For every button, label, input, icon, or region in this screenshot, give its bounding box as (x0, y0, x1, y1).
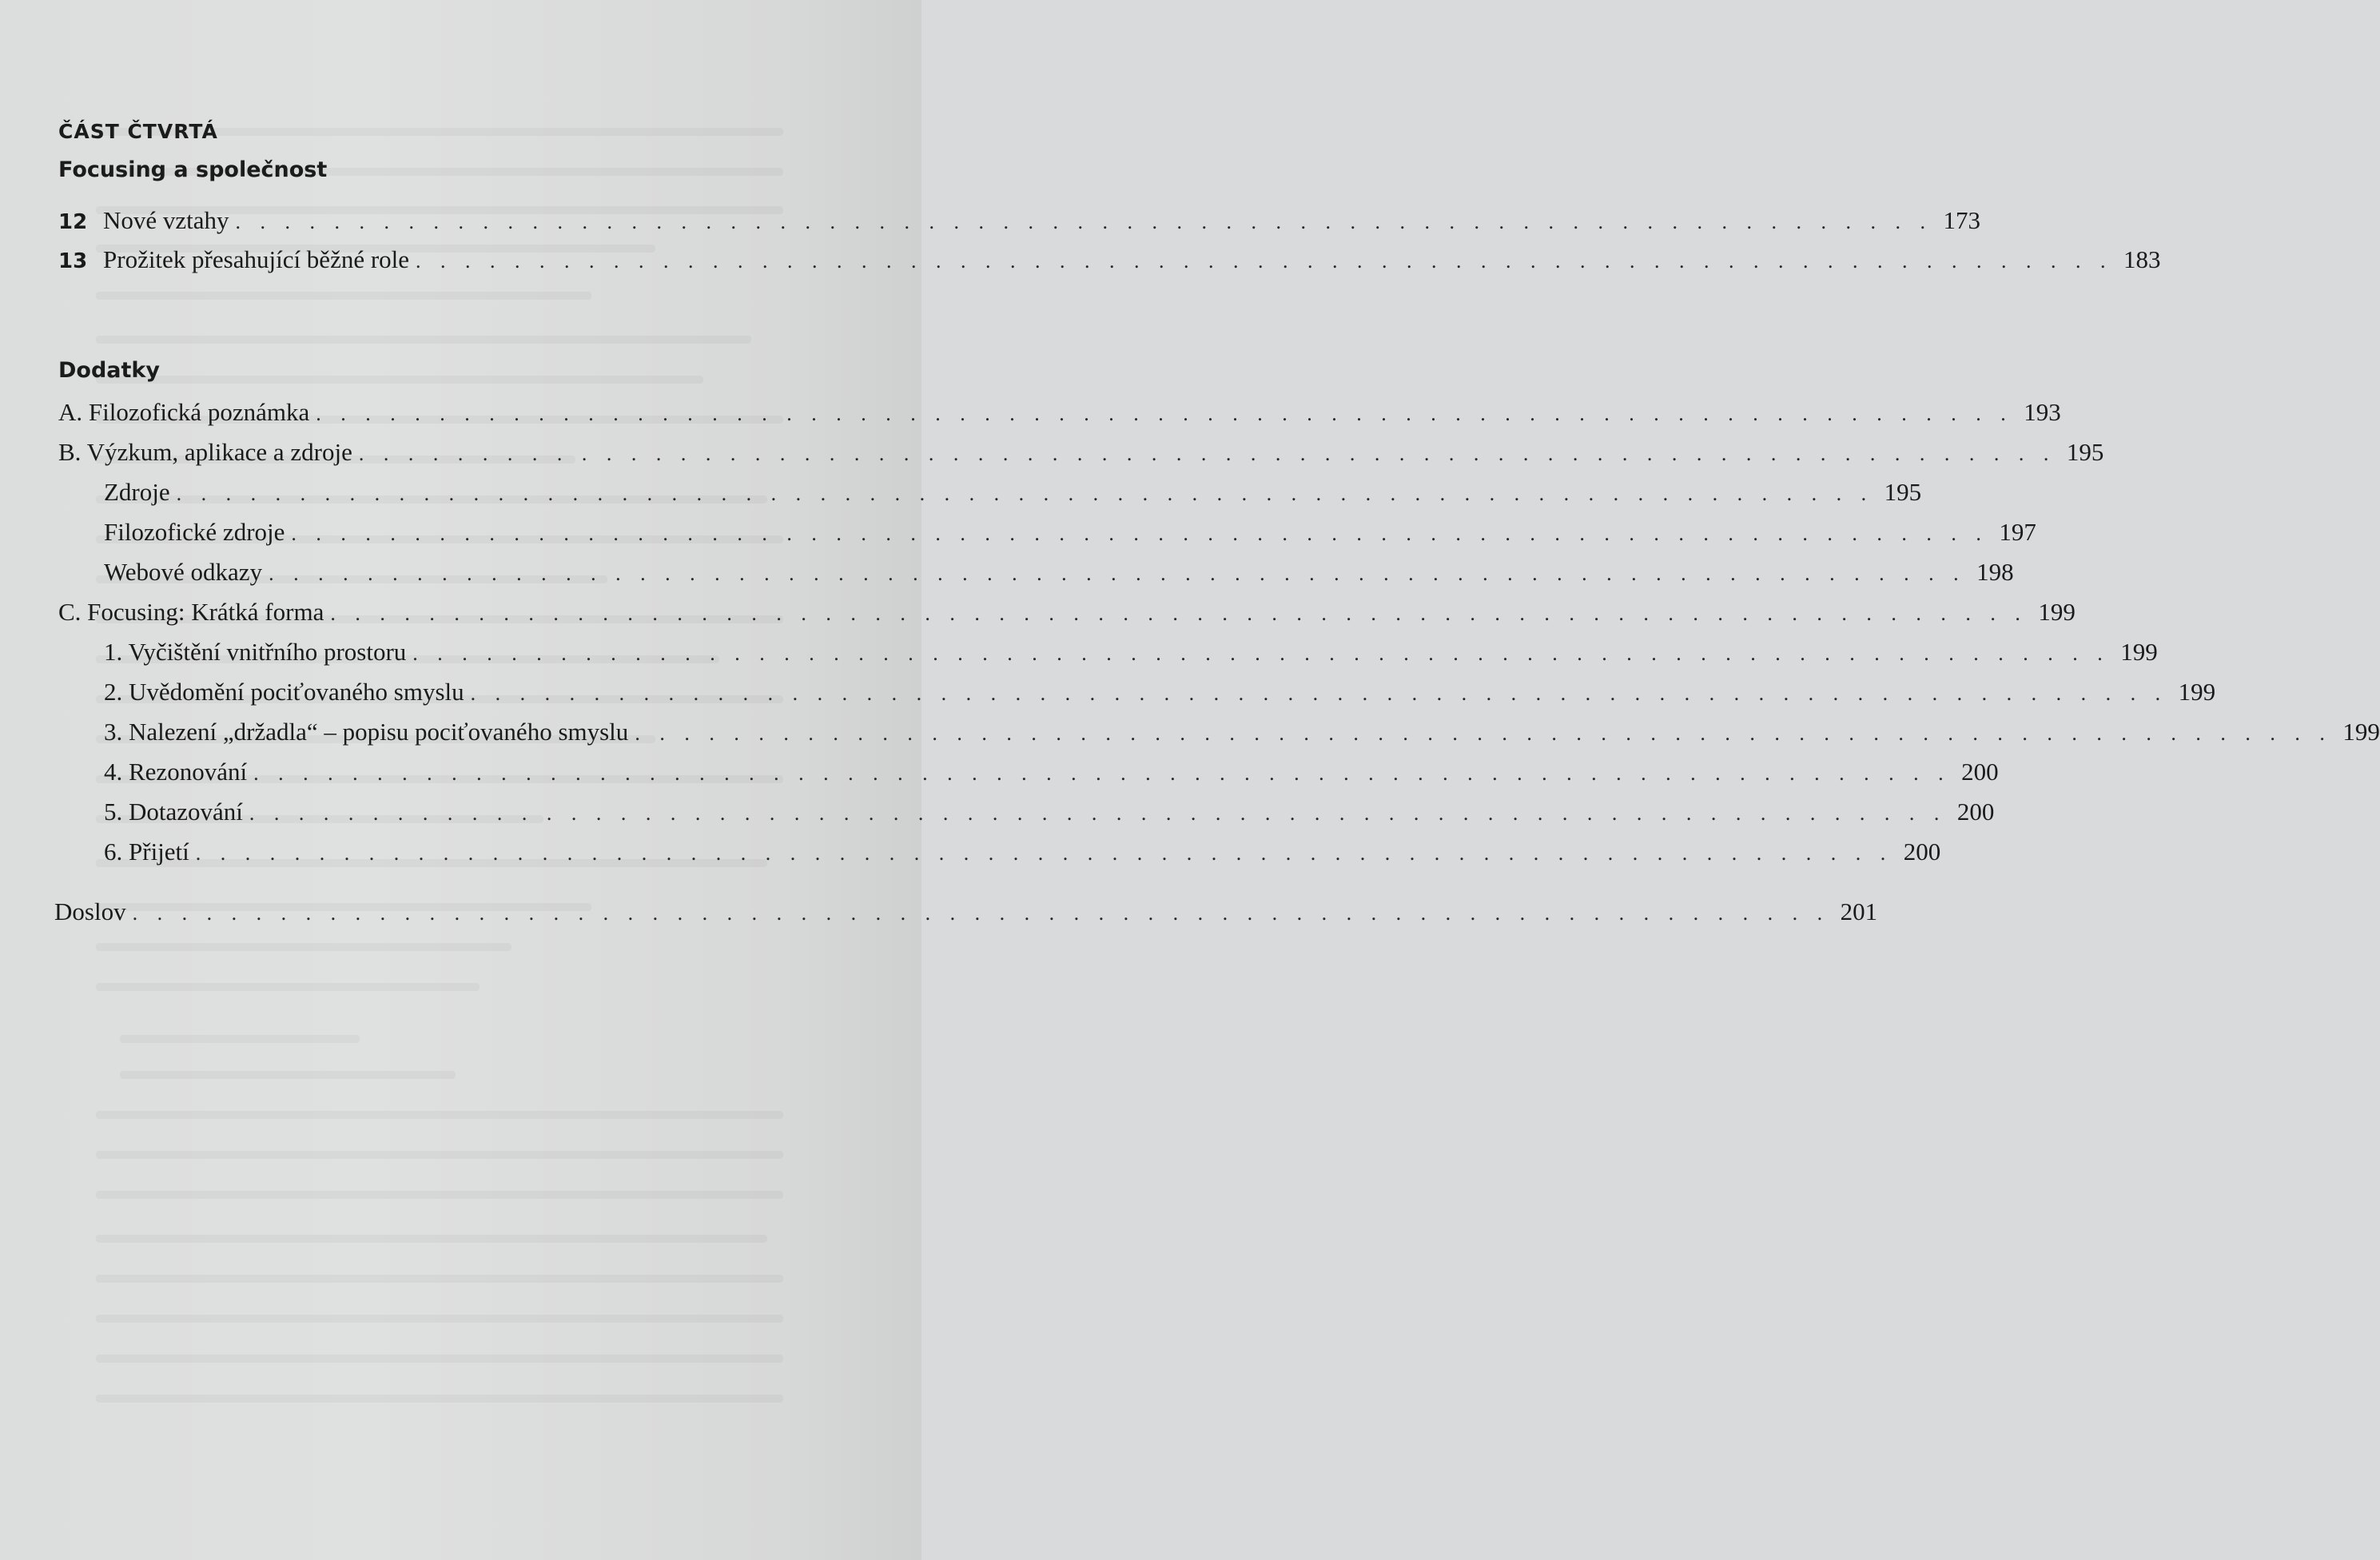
entry-title: Zdroje (104, 478, 170, 506)
toc-entry-chapter-12 (58, 206, 1981, 234)
dot-leader: . . . . . . . . . . . . . . . . . . . . . . . . . . . . . . . . . . . . . . . . . . . . . . . . . . . . . . . . . . . . . . . . . . . . . (291, 522, 1988, 545)
toc-entry-appendix-b (58, 438, 2104, 466)
dot-leader: . . . . . . . . . . . . . . . . . . . . . . . . . . . . . . . . . . . . . . . . . . . . . . . . . . . . . . . . . . . . . . . . . . . . . (132, 901, 1830, 925)
dot-leader: . . . . . . . . . . . . . . . . . . . . . . . . . . . . . . . . . . . . . . . . . . . . . . . . . . . . . . . . . . . . . . . . . . . . . (253, 762, 1951, 785)
toc-entry-step-1 (104, 638, 2158, 666)
dot-leader: . . . . . . . . . . . . . . . . . . . . . . . . . . . . . . . . . . . . . . . . . . . . . . . . . . . . . . . . . . . . . . . . . . . . . (249, 802, 1947, 825)
toc-entry-appendix-c (58, 598, 2076, 626)
toc-entry-step-2 (104, 678, 2216, 706)
toc-entry-appendix-a (58, 398, 2061, 426)
page-number: 199 (2120, 638, 2158, 666)
dot-leader: . . . . . . . . . . . . . . . . . . . . . . . . . . . . . . . . . . . . . . . . . . . . . . . . . . . . . . . . . . . . . . . . . . . . . (358, 442, 2056, 465)
toc-entry-step-6 (104, 838, 1941, 866)
chapter-title: Nové vztahy (103, 206, 229, 234)
dot-leader: . . . . . . . . . . . . . . . . . . . . . . . . . . . . . . . . . . . . . . . . . . . . . . . . . . . . . . . . . . . . . . . . . . . . . (235, 210, 1933, 233)
page-number: 200 (1961, 758, 1999, 786)
dot-leader: . . . . . . . . . . . . . . . . . . . . . . . . . . . . . . . . . . . . . . . . . . . . . . . . . . . . . . . . . . . . . . . . . . . . . (269, 562, 1966, 585)
entry-title: Webové odkazy (104, 558, 263, 586)
page-number: 199 (2178, 678, 2216, 706)
entry-title: 3. Nalezení „držadla“ – popisu pociťovaného smyslu (104, 718, 629, 746)
dot-leader: . . . . . . . . . . . . . . . . . . . . . . . . . . . . . . . . . . . . . . . . . . . . . . . . . . . . . . . . . . . . . . . . . . . . . (416, 249, 2113, 273)
dot-leader: . . . . . . . . . . . . . . . . . . . . . . . . . . . . . . . . . . . . . . . . . . . . . . . . . . . . . . . . . . . . . . . . . . . . . (470, 682, 2168, 705)
entry-title: C. Focusing: Krátká forma (58, 598, 324, 626)
entry-title: 5. Dotazování (104, 798, 243, 826)
entry-title: B. Výzkum, aplikace a zdroje (58, 438, 352, 466)
toc-entry-step-5 (104, 798, 1995, 826)
entry-title: Doslov (54, 897, 126, 925)
page-number: 193 (2024, 398, 2061, 426)
toc-entry-webove-odkazy (104, 558, 2014, 586)
page-number: 199 (2342, 718, 2380, 746)
page-number: 173 (1943, 206, 1981, 234)
part-title: Focusing a společnost (58, 157, 328, 182)
page-number: 197 (1999, 518, 2036, 546)
page-number: 195 (2066, 438, 2104, 466)
page-number: 199 (2038, 598, 2076, 626)
chapter-number: 13 (58, 249, 88, 273)
dot-leader: . . . . . . . . . . . . . . . . . . . . . . . . . . . . . . . . . . . . . . . . . . . . . . . . . . . . . . . . . . . . . . . . . . . . . (635, 722, 2332, 745)
dot-leader: . . . . . . . . . . . . . . . . . . . . . . . . . . . . . . . . . . . . . . . . . . . . . . . . . . . . . . . . . . . . . . . . . . . . . (176, 482, 1874, 505)
chapter-number: 12 (58, 210, 88, 234)
page-number: 201 (1840, 897, 1878, 925)
page-number: 195 (1884, 478, 1922, 506)
page-number: 198 (1976, 558, 2014, 586)
toc-entry-step-3 (104, 718, 2380, 746)
entry-title: 4. Rezonování (104, 758, 248, 786)
toc-entry-afterword (54, 897, 1878, 925)
appendix-heading: Dodatky (58, 358, 160, 383)
entry-title: Filozofické zdroje (104, 518, 285, 546)
toc-entry-step-4 (104, 758, 1999, 786)
entry-title: 6. Přijetí (104, 838, 189, 866)
dot-leader: . . . . . . . . . . . . . . . . . . . . . . . . . . . . . . . . . . . . . . . . . . . . . . . . . . . . . . . . . . . . . . . . . . . . . (195, 842, 1893, 865)
entry-title: A. Filozofická poznámka (58, 398, 310, 426)
entry-title: 1. Vyčištění vnitřního prostoru (104, 638, 407, 666)
dot-leader: . . . . . . . . . . . . . . . . . . . . . . . . . . . . . . . . . . . . . . . . . . . . . . . . . . . . . . . . . . . . . . . . . . . . . (330, 602, 2028, 625)
dot-leader: . . . . . . . . . . . . . . . . . . . . . . . . . . . . . . . . . . . . . . . . . . . . . . . . . . . . . . . . . . . . . . . . . . . . . (316, 402, 2013, 425)
part-label: ČÁST ČTVRTÁ (58, 120, 218, 143)
toc-entry-filozoficke-zdroje (104, 518, 2036, 546)
dot-leader: . . . . . . . . . . . . . . . . . . . . . . . . . . . . . . . . . . . . . . . . . . . . . . . . . . . . . . . . . . . . . . . . . . . . . (412, 642, 2110, 665)
chapter-title: Prožitek přesahující běžné role (103, 245, 410, 273)
page-number: 200 (1956, 798, 1995, 826)
toc-entry-zdroje (104, 478, 1922, 506)
page-number: 183 (2123, 245, 2161, 273)
page-number: 200 (1903, 838, 1941, 866)
entry-title: 2. Uvědomění pociťovaného smyslu (104, 678, 464, 706)
toc-entry-chapter-13 (58, 245, 2161, 273)
